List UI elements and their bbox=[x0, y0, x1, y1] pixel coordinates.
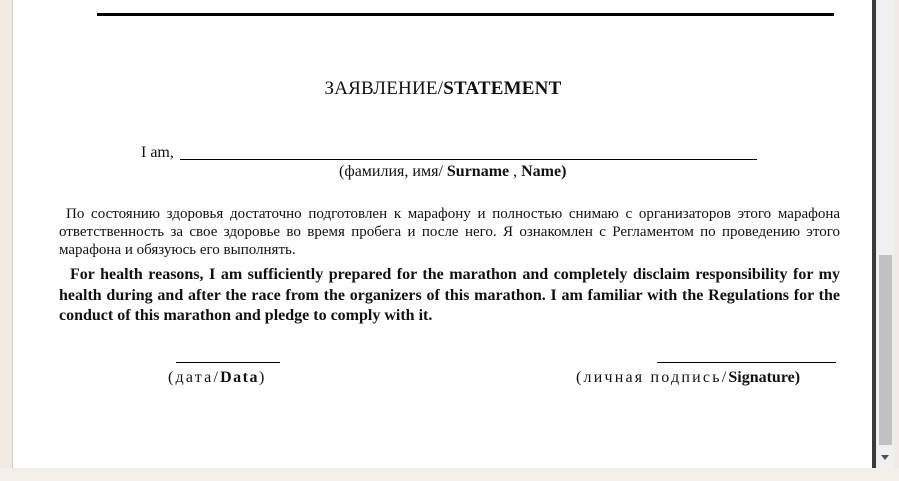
title-ru: ЗАЯВЛЕНИЕ/ bbox=[324, 78, 444, 99]
signature-caption-en: Signature) bbox=[728, 369, 801, 386]
name-caption-ru: (фамилия, имя/ bbox=[339, 163, 443, 180]
name-caption-sep: , bbox=[513, 163, 518, 180]
top-rule bbox=[97, 13, 834, 16]
document-title bbox=[13, 78, 873, 100]
signature-caption bbox=[576, 369, 800, 387]
bottom-strip bbox=[0, 468, 899, 481]
name-fill-line bbox=[180, 159, 757, 160]
date-caption-close: ) bbox=[258, 369, 267, 386]
name-caption bbox=[339, 163, 566, 181]
name-caption-close: ) bbox=[561, 163, 567, 180]
iam-label: I am, bbox=[141, 144, 174, 161]
scrollbar-thumb[interactable] bbox=[879, 255, 892, 445]
date-caption bbox=[168, 369, 267, 387]
date-caption-en: Data bbox=[220, 369, 259, 386]
name-caption-surname: Surname bbox=[446, 163, 510, 180]
vertical-scrollbar[interactable] bbox=[877, 0, 894, 468]
name-caption-name: Name bbox=[521, 163, 562, 180]
title-en: STATEMENT bbox=[443, 78, 562, 99]
signature-fill-line bbox=[657, 362, 836, 363]
paragraph-ru: По состоянию здоровья достаточно подготовлен к марафону и полностью снимаю с организаторов этого марафона ответственность за свое здоровье во время пробега и после него. Я ознакомлен с Регламентом по проведению этого марафона и обязуюсь его выполнять. bbox=[59, 206, 840, 258]
background-left bbox=[0, 0, 12, 481]
signature-caption-ru: (личная подпись/ bbox=[576, 369, 729, 386]
date-fill-line bbox=[176, 362, 280, 363]
scroll-down-arrow-icon[interactable] bbox=[881, 455, 889, 460]
date-caption-ru: (дата/ bbox=[168, 369, 221, 386]
paragraph-en: For health reasons, I am sufficiently prepared for the marathon and completely disclaim responsibility for my health during and after the race from the organizers of this marathon. I am familiar with the Regulations for the conduct of this marathon and pledge to comply with it. bbox=[59, 266, 840, 324]
page-edge bbox=[872, 0, 876, 468]
document-page bbox=[12, 0, 873, 468]
